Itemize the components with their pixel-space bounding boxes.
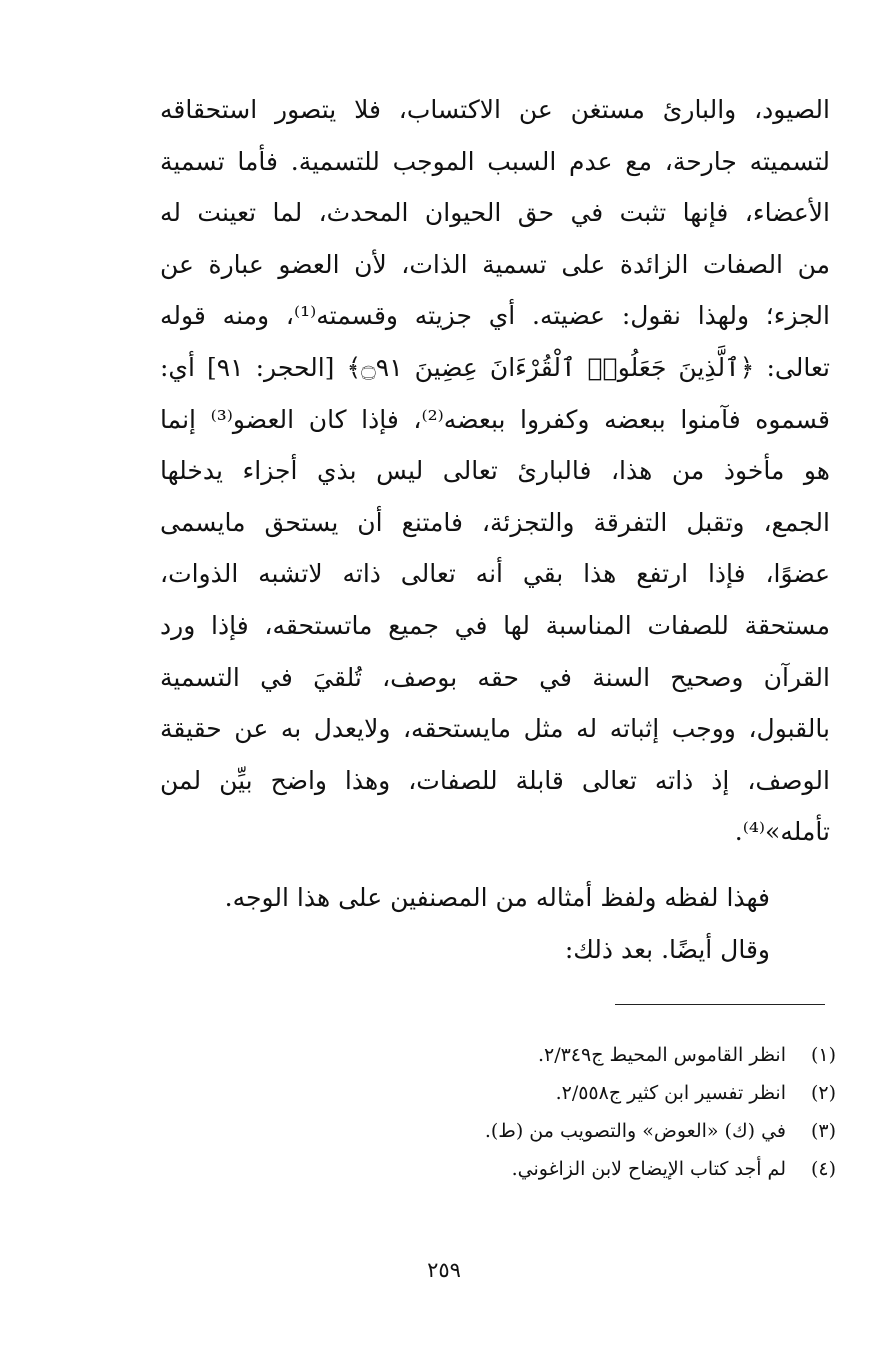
- text-line: لتسميته جارحة، مع عدم السبب الموجب للتسمية. فأما تسمية: [160, 146, 830, 176]
- text-line: الجمع، وتقبل التفرقة والتجزئة، فامتنع أن يستحق مايسمى: [160, 507, 830, 537]
- footnote-number: (٣): [810, 1120, 836, 1142]
- footnote: [136, 1074, 836, 1112]
- footnote: [136, 1036, 836, 1074]
- footnotes: [136, 1036, 836, 1188]
- main-text: [160, 84, 830, 975]
- text-line: هو مأخوذ من هذا، فالبارئ تعالى ليس بذي أجزاء يدخلها: [160, 456, 830, 486]
- footnote-number: (١): [810, 1044, 836, 1066]
- text-line: عضوًا، فإذا ارتفع هذا بقي أنه تعالى ذاته لاتشبه الذوات،: [160, 559, 830, 589]
- footnote-text: انظر تفسير ابن كثير ج٢/٥٥٨.: [555, 1082, 786, 1104]
- footnote-number: (٢): [810, 1082, 836, 1104]
- text-line-quran-quote: تعالى: ﴿ٱلَّذِينَ جَعَلُوا۟ ٱلْقُرْءَانَ عِضِينَ ۝٩١﴾ [الحجر: ٩١] أي:: [160, 352, 831, 382]
- text-line: الوصف، إذ ذاته تعالى قابلة للصفات، وهذا واضح بيِّن لمن: [160, 765, 830, 795]
- footnote-text: لم أجد كتاب الإيضاح لابن الزاغوني.: [511, 1158, 786, 1180]
- text-line: الجزء؛ ولهذا نقول: عضيته. أي جزيته وقسمته⁽¹⁾، ومنه قوله: [160, 301, 830, 331]
- footnote: [136, 1112, 836, 1150]
- text-line: الصيود، والبارئ مستغن عن الاكتساب، فلا يتصور استحقاقه: [160, 95, 830, 124]
- text-line-indented: وقال أيضًا. بعد ذلك:: [564, 934, 770, 964]
- paragraph-gap: [160, 858, 830, 872]
- text-line: قسموه فآمنوا ببعضه وكفروا ببعضه⁽²⁾، فإذا كان العضو⁽³⁾ إنما: [160, 404, 831, 434]
- text-line: بالقبول، ووجب إثباته له مثل مايستحقه، ولايعدل به عن حقيقة: [160, 714, 830, 744]
- text-line: من الصفات الزائدة على تسمية الذات، لأن العضو عبارة عن: [160, 249, 830, 279]
- footnote-separator: [615, 1004, 825, 1005]
- text-line: الأعضاء، فإنها تثبت في حق الحيوان المحدث، لما تعينت له: [160, 198, 830, 228]
- footnote-text: انظر القاموس المحيط ج٢/٣٤٩.: [537, 1044, 786, 1066]
- footnote: [136, 1150, 836, 1188]
- text-line: مستحقة للصفات المناسبة لها في جميع ماتستحقه، فإذا ورد: [160, 610, 830, 640]
- footnote-number: (٤): [810, 1158, 836, 1180]
- text-line-indented: فهذا لفظه ولفظ أمثاله من المصنفين على هذا الوجه.: [224, 882, 770, 912]
- text-line: القرآن وصحيح السنة في حقه بوصف، تُلقيَ في التسمية: [160, 662, 830, 692]
- footnote-text: في (ك) «العوض» والتصويب من (ط).: [484, 1120, 786, 1142]
- page-number: ٢٥٩: [427, 1258, 461, 1282]
- text-line: تأمله»⁽⁴⁾.: [734, 817, 830, 847]
